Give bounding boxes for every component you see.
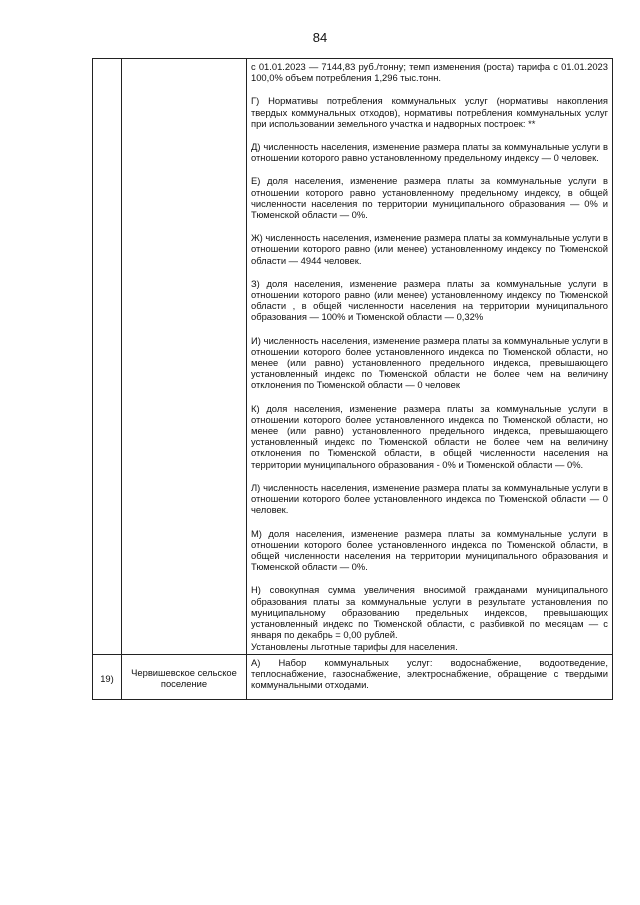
paragraph: Л) численность населения, изменение размера платы за коммунальные услуги в отношении которого более установленного индекса по Тюменской области — 0 человек. bbox=[251, 481, 608, 516]
paragraph: Е) доля населения, изменение размера платы за коммунальные услуги в отношении которого равно установленному предельному индексу, в общей численности населения по территории муниципального образования — 0% и Тюменской области — 0%. bbox=[251, 175, 608, 221]
row-number-cell bbox=[93, 59, 122, 655]
paragraph: М) доля населения, изменение размера платы за коммунальные услуги в отношении которого более установленного индекса по Тюменской области, в общей численности населения на территории муниципального образования и Тюменской области — 0%. bbox=[251, 527, 608, 573]
paragraph: Д) численность населения, изменение размера платы за коммунальные услуги в отношении которого равно установленному предельному индексу — 0 человек. bbox=[251, 141, 608, 164]
paragraph: Г) Нормативы потребления коммунальных услуг (нормативы накопления твердых коммунальных отходов), нормативы потребления коммунальных услуг при использовании земельного участка и надворных построек: ** bbox=[251, 95, 608, 129]
paragraph: Ж) численность населения, изменение размера платы за коммунальные услуги в отношении которого равно (или менее) установленному индексу по Тюменской области — 4944 человек. bbox=[251, 232, 608, 266]
document-table bbox=[92, 58, 613, 700]
footer-line: Установлены льготные тарифы для населения. bbox=[251, 641, 458, 653]
settlement-name: Червишевское сельское поселение bbox=[122, 654, 247, 700]
paragraph: З) доля населения, изменение размера платы за коммунальные услуги в отношении которого равно (или менее) установленному индексу по Тюменской области , в общей численности населения на территории муниципального образования — 100% и Тюменской области — 0,32% bbox=[251, 277, 608, 323]
table-row bbox=[93, 59, 613, 655]
paragraph: К) доля населения, изменение размера платы за коммунальные услуги в отношении которого более установленного индекса по Тюменской области, но менее (или равно) установленного предельного индекса, превышающего установленный индекс по Тюменской области не более чем на величину отклонения по Тюменской области, в общей численности населения на территории муниципального образования - 0% и Тюменской области — 0%. bbox=[251, 402, 608, 470]
paragraph: А) Набор коммунальных услуг: водоснабжение, водоотведение, теплоснабжение, газоснабжение, электроснабжение, обращение с твердыми коммунальными отходами. bbox=[251, 656, 608, 690]
paragraph: И) численность населения, изменение размера платы за коммунальные услуги в отношении которого более установленного индекса по Тюменской области, но менее (или равно) установленного предельного индекса, превышающего установленный индекс по Тюменской области не более чем на величину отклонения по Тюменской области — 0 человек bbox=[251, 334, 608, 391]
description-cell bbox=[247, 654, 613, 700]
page-number: 84 bbox=[312, 30, 328, 45]
settlement-name-cell bbox=[122, 59, 247, 655]
paragraph: Н) совокупная сумма увеличения вносимой гражданами муниципального образования платы за коммунальные услуги в результате установления по муниципальному образованию предельных индексов, превышающих установленный индекс по Тюменской области, с разбивкой по месяцам — с января по декабрь = 0,00 рублей. bbox=[251, 584, 608, 641]
row-number: 19) bbox=[93, 654, 122, 700]
paragraph: с 01.01.2023 — 7144,83 руб./тонну; темп изменения (роста) тарифа с 01.01.2023 100,0% объем потребления 1,296 тыс.тонн. bbox=[251, 61, 608, 84]
table-row bbox=[93, 654, 613, 700]
description-cell bbox=[247, 59, 613, 655]
